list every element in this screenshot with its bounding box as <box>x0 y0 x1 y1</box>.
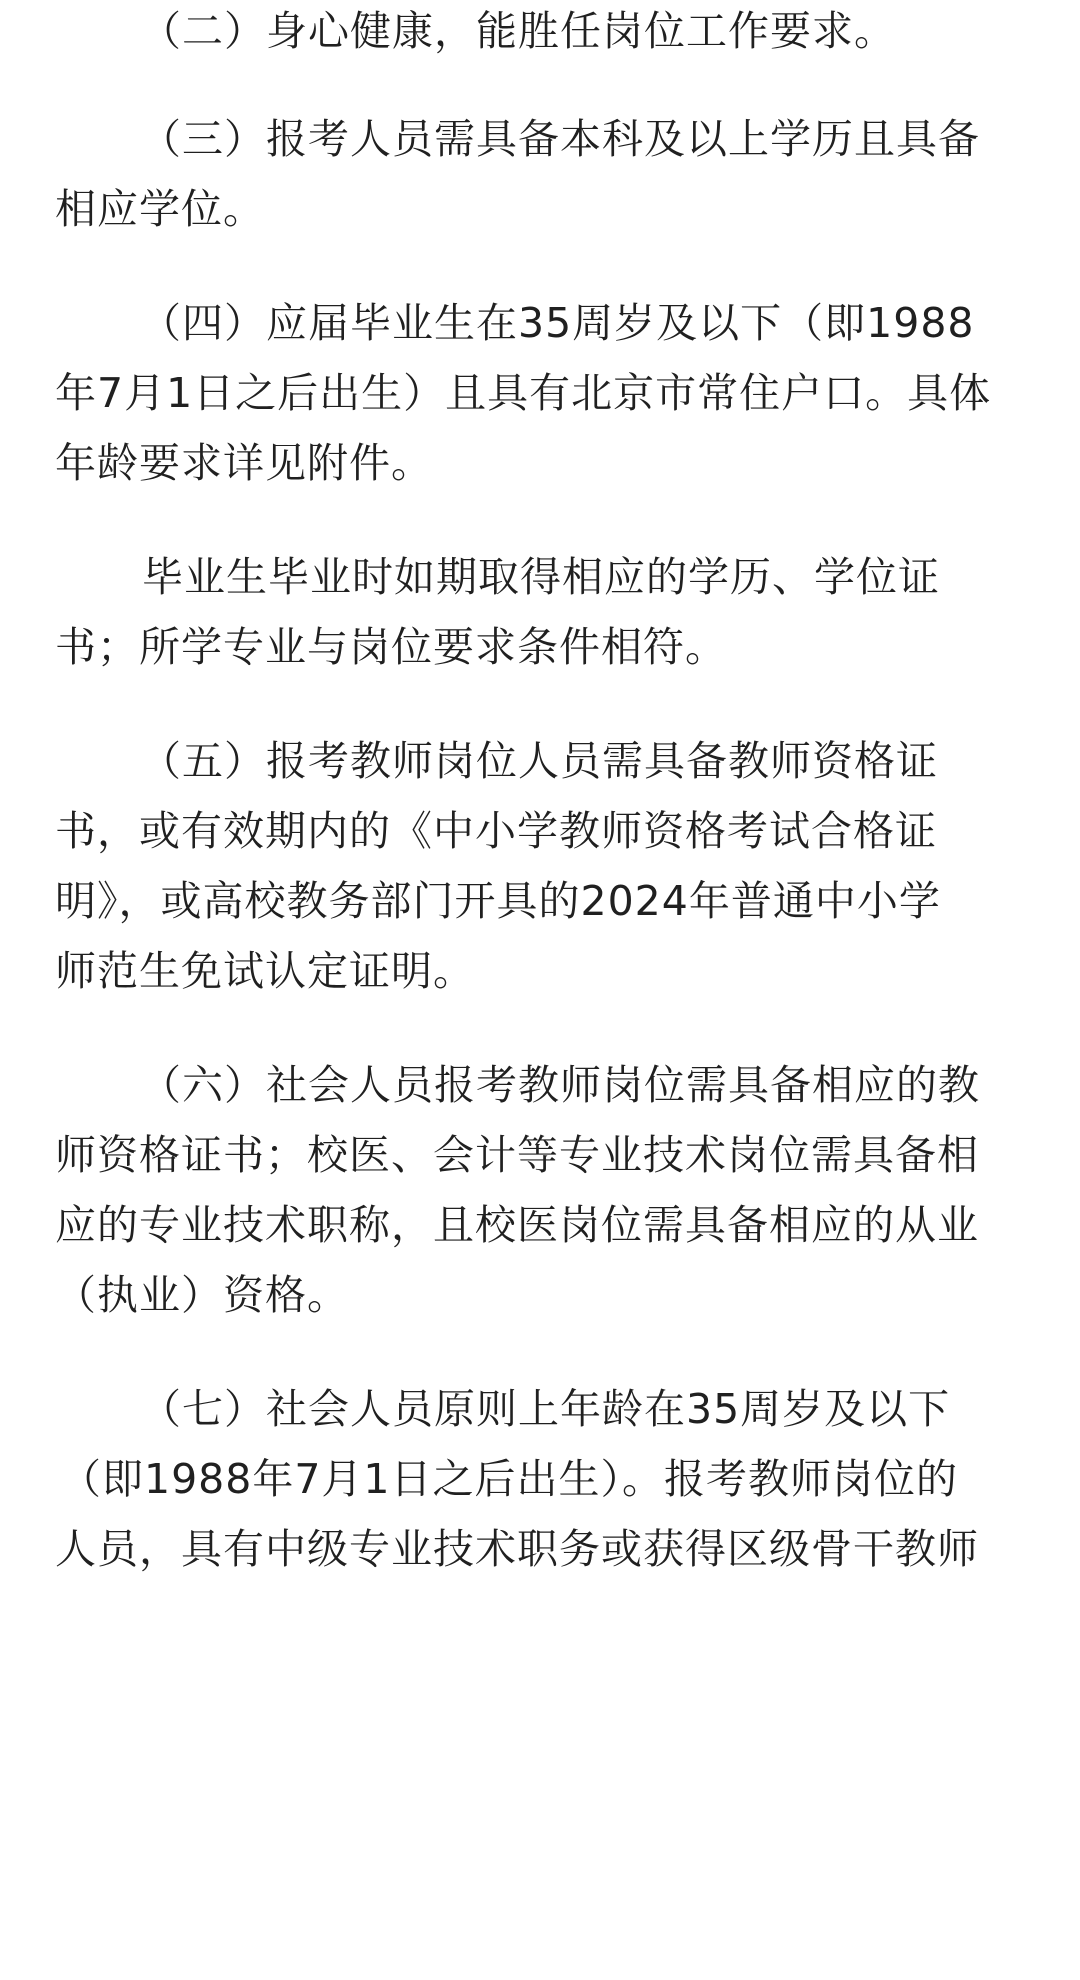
paragraph-7-line-3: 人员，具有中级专业技术职务或获得区级骨干教师 <box>55 1525 979 1573</box>
paragraph-6-line-4: （执业）资格。 <box>55 1271 349 1319</box>
paragraph-7-line-2: （即1988年7月1日之后出生）。报考教师岗位的 <box>60 1455 959 1503</box>
paragraph-5-line-3: 明》，或高校教务部门开具的2024年普通中小学 <box>55 877 941 925</box>
paragraph-5-line-4: 师范生免试认定证明。 <box>55 947 475 995</box>
paragraph-3-line-2: 相应学位。 <box>55 185 265 233</box>
paragraph-3-line-1: （三）报考人员需具备本科及以上学历且具备 <box>140 115 980 163</box>
paragraph-7-line-1: （七）社会人员原则上年龄在35周岁及以下 <box>140 1385 951 1433</box>
paragraph-6-line-3: 应的专业技术职称，且校医岗位需具备相应的从业 <box>55 1201 979 1249</box>
paragraph-4-line-3: 年龄要求详见附件。 <box>55 439 433 487</box>
paragraph-4-line-1: （四）应届毕业生在35周岁及以下（即1988 <box>140 299 975 347</box>
paragraph-6-line-1: （六）社会人员报考教师岗位需具备相应的教 <box>140 1061 980 1109</box>
paragraph-4-line-2: 年7月1日之后出生）且具有北京市常住户口。具体 <box>55 369 992 417</box>
paragraph-5-line-2: 书，或有效期内的《中小学教师资格考试合格证 <box>55 807 937 855</box>
paragraph-graduate-line-1: 毕业生毕业时如期取得相应的学历、学位证 <box>142 553 940 601</box>
paragraph-6-line-2: 师资格证书；校医、会计等专业技术岗位需具备相 <box>55 1131 979 1179</box>
paragraph-2-line-1: （二）身心健康，能胜任岗位工作要求。 <box>140 7 896 55</box>
paragraph-graduate-line-2: 书；所学专业与岗位要求条件相符。 <box>55 623 727 671</box>
paragraph-5-line-1: （五）报考教师岗位人员需具备教师资格证 <box>140 737 938 785</box>
